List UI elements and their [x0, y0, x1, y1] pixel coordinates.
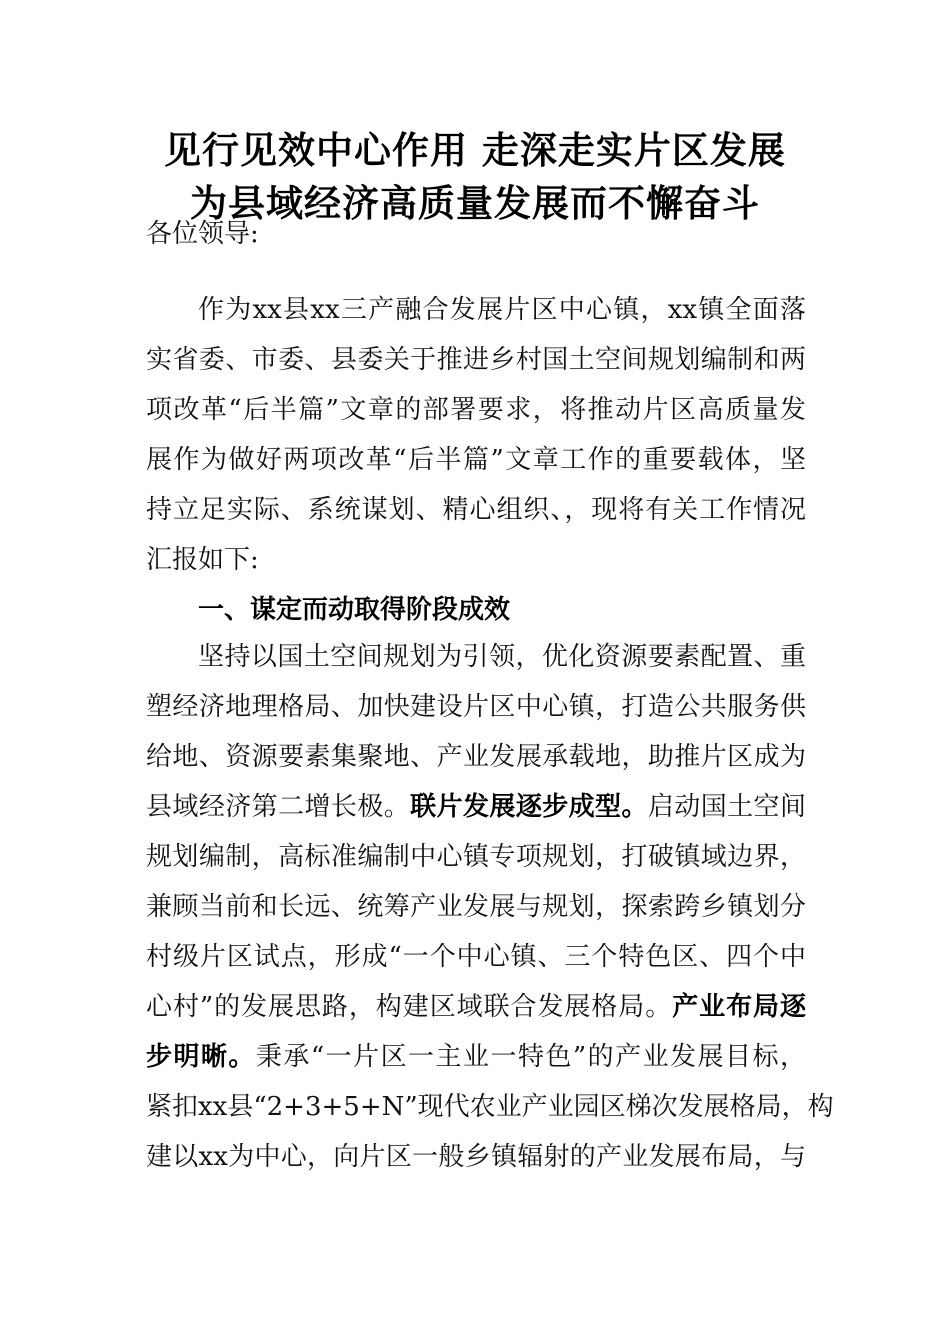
body-line: 紧扣xx县“2+3+5+N”现代农业产业园区梯次发展格局，构 [146, 1092, 834, 1122]
body-line: 村级片区试点，形成“一个中心镇、三个特色区、四个中 [146, 942, 806, 972]
section-heading: 一、谋定而动取得阶段成效 [198, 595, 511, 625]
intro-line: 展作为做好两项改革“后半篇”文章工作的重要载体，坚 [146, 445, 806, 475]
intro-line: 项改革“后半篇”文章的部署要求，将推动片区高质量发 [146, 395, 806, 425]
salutation: 各位领导: [146, 219, 259, 249]
intro-line: 汇报如下: [146, 545, 259, 575]
bold-subheading: 步明晰。 [146, 1042, 256, 1072]
intro-line: 实省委、市委、县委关于推进乡村国土空间规划编制和两 [146, 345, 806, 375]
body-line: 规划编制，高标准编制中心镇专项规划，打破镇域边界， [146, 842, 806, 872]
body-line: 兼顾当前和长远、统筹产业发展与规划，探索跨乡镇划分 [146, 892, 806, 922]
body-line [146, 982, 806, 1032]
body-text: 启动国土空间 [647, 792, 806, 822]
body-text: 心村”的发展思路，构建区域联合发展格局。 [146, 992, 673, 1022]
body-line: 建以xx为中心，向片区一般乡镇辐射的产业发展布局，与 [146, 1142, 806, 1172]
intro-line: 持立足实际、系统谋划、精心组织、，现将有关工作情况 [146, 495, 806, 525]
body-line: 坚持以国土空间规划为引领，优化资源要素配置、重 [198, 642, 806, 672]
bold-subheading: 产业布局逐 [672, 992, 806, 1022]
body-line [146, 782, 806, 832]
body-line: 塑经济地理格局、加快建设片区中心镇，打造公共服务供 [146, 692, 806, 722]
body-line: 给地、资源要素集聚地、产业发展承载地，助推片区成为 [146, 742, 806, 772]
body-text: 县域经济第二增长极。 [146, 792, 411, 822]
body-text: 秉承“一片区一主业一特色”的产业发展目标， [255, 1042, 806, 1072]
body-line [146, 1032, 806, 1082]
bold-subheading: 联片发展逐步成型。 [410, 792, 648, 822]
document-title-line-1: 见行见效中心作用 走深走实片区发展 [164, 128, 786, 172]
document-title-line-2: 为县域经济高质量发展而不懈奋斗 [190, 181, 760, 225]
intro-line: 作为xx县xx三产融合发展片区中心镇，xx镇全面落 [198, 295, 806, 325]
